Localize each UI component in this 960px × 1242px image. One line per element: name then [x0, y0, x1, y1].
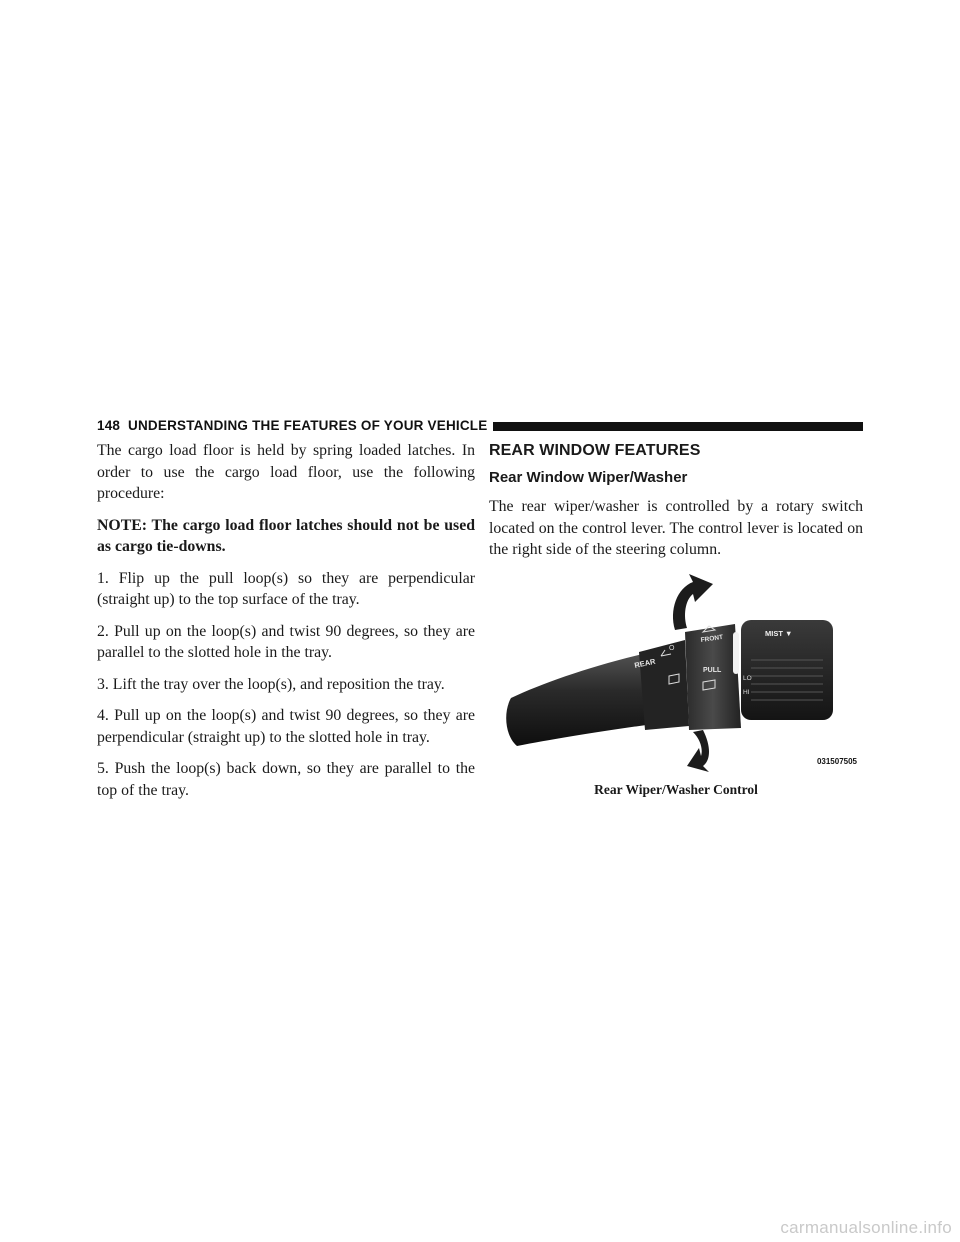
rotate-down-arrow: [687, 730, 709, 772]
watermark: carmanualsonline.info: [780, 1218, 952, 1237]
label-front: FRONT: [700, 633, 724, 644]
step-5: 5. Push the loop(s) back down, so they are parallel to the top of the tray.: [97, 760, 475, 799]
step-3: 3. Lift the tray over the loop(s), and reposition the tray.: [97, 675, 445, 693]
header-rule: [457, 422, 863, 431]
intro-paragraph: The cargo load floor is held by spring loaded latches. In order to use the cargo load floor, use the following procedure:: [97, 442, 475, 502]
step-1: 1. Flip up the pull loop(s) so they are perpendicular (straight up) to the top surface of the tray.: [97, 569, 475, 608]
left-column: [97, 440, 475, 811]
label-hi: HI: [743, 689, 750, 696]
page-number: 148: [97, 418, 121, 433]
label-pull: PULL: [703, 667, 722, 674]
label-off: O: [669, 645, 675, 652]
subsection-heading: Rear Window Wiper/Washer: [489, 469, 688, 486]
header-text: [97, 418, 493, 433]
figure-caption: Rear Wiper/Washer Control: [594, 782, 758, 797]
note-paragraph: NOTE: The cargo load floor latches should not be used as cargo tie-downs.: [97, 516, 475, 555]
label-lo: LO: [743, 675, 752, 682]
page-header: [97, 416, 863, 438]
wiper-control-figure: [489, 560, 863, 772]
label-rear: REAR: [633, 656, 657, 670]
section-title: UNDERSTANDING THE FEATURES OF YOUR VEHICLE: [128, 418, 488, 433]
wiper-lever-illustration: [489, 560, 863, 772]
section-heading: REAR WINDOW FEATURES: [489, 442, 701, 459]
position-marker: [733, 632, 739, 674]
rotate-up-arrow: [673, 574, 713, 630]
right-column: [489, 440, 863, 561]
wiper-paragraph: The rear wiper/washer is controlled by a rotary switch located on the control lever. The control lever is located on the right side of the steering column.: [489, 498, 863, 558]
figure-code: 031507505: [816, 757, 857, 766]
rear-rotary-collar: [639, 640, 689, 730]
step-2: 2. Pull up on the loop(s) and twist 90 degrees, so they are parallel to the slotted hole in the tray.: [97, 622, 475, 661]
label-mist: MIST ▼: [765, 629, 793, 638]
step-4: 4. Pull up on the loop(s) and twist 90 degrees, so they are perpendicular (straight up) to the slotted hole in tray.: [97, 707, 475, 746]
